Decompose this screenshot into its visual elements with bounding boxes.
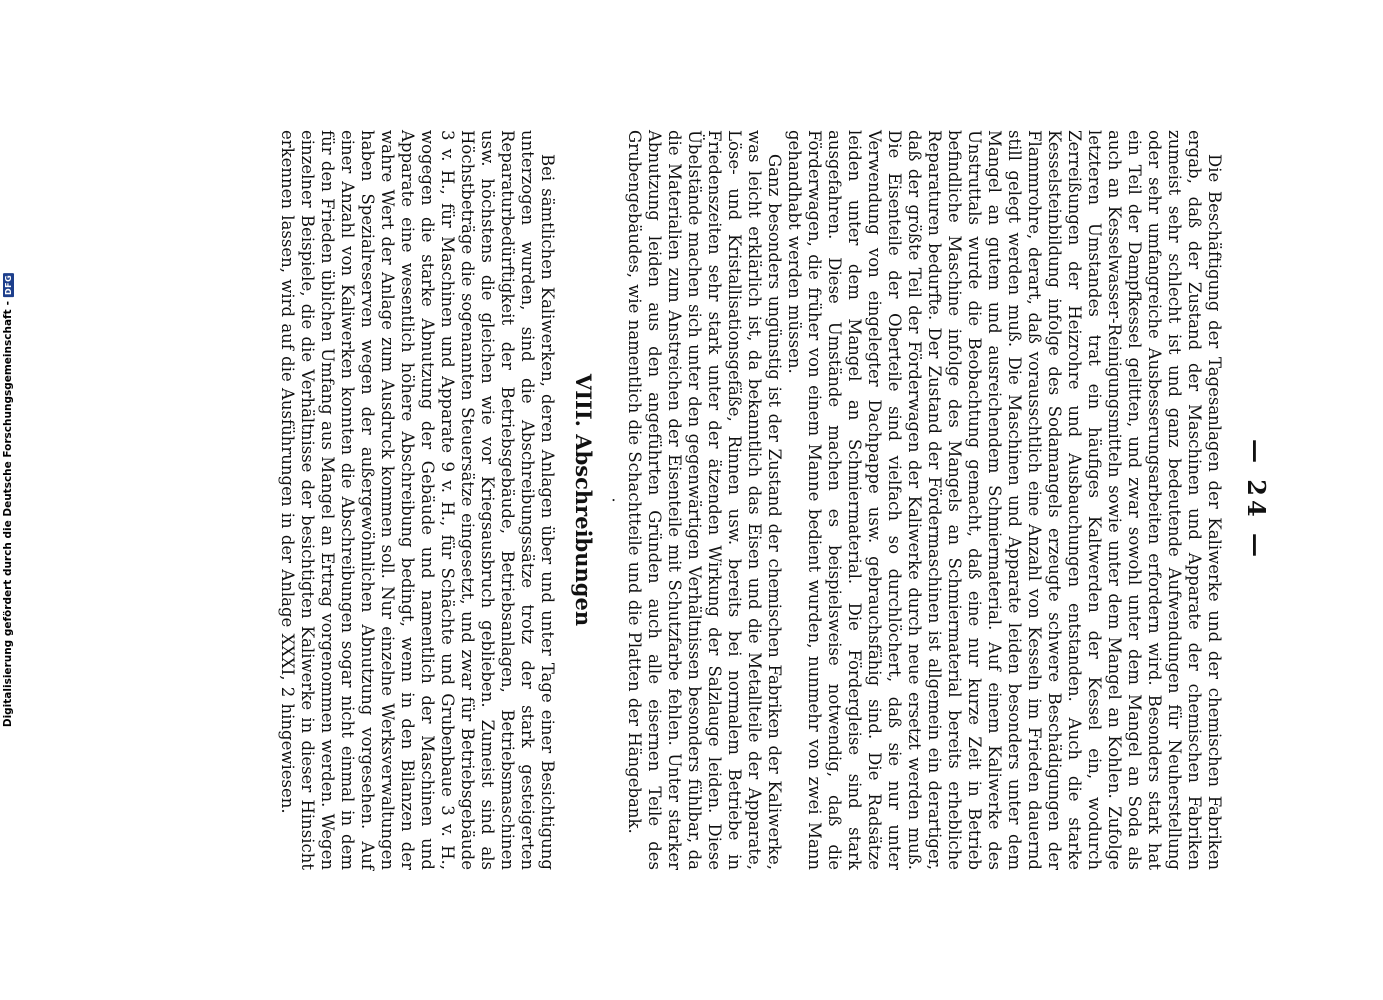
section-heading: VIII. Abschreibungen (571, 373, 596, 627)
rotated-page-content (111, 100, 1271, 900)
funding-credit-text: Digitalisierung gefördert durch die Deutsche Forschungsgemeinschaft (2, 309, 14, 728)
separator-dot: · (604, 497, 623, 503)
page-number: — 24 — (1242, 438, 1271, 562)
paragraph-condition-of-plants: Die Beschäftigung der Tagesanlagen der Kaliwerke und der chemischen Fabriken ergab, daß der Zustand der Maschinen und Apparate der chemischen Fabriken zumeist sehr schlecht ist und ganz bedeutende Aufwendungen für Neuherstellung oder sehr umfangreiche Ausbesserungsarbeiten erfordern wird. Besonders stark hat ein Teil der Dampfkessel gelitten, und zwar sowohl unter dem Mangel an Soda als auch an Kesselwasser-Reinigungsmitteln sowie unter dem Mangel an Kohlen. Zufolge letzteren Umstandes trat ein häufiges Kaltwerden der Kessel ein, wodurch Zerreißungen der Heizrohre und Ausbauchungen entstanden. Auch die starke Kesselsteinbildung infolge des Sodamangels erzeugte schwere Beschädigungen der Flammrohre, derart, daß vorausschtlich eine Anzahl von Kesseln im Frieden dauernd still gelegt werden muß. Die Maschinen und Apparate leiden besonders unter dem Mangel an gutem und ausreichendem Schmiermaterial. Auf einem Kaliwerke des Unstruttals wurde die Beobachtung gemacht, daß eine nur kurze Zeit in Betrieb befindliche Maschine infolge des Mangels an Schmiermaterial bereits erhebliche Reparaturen bedurfte. Der Zustand der Fördermaschinen ist allgemein ein derartiger, daß der größte Teil der Förderwagen der Kaliwerke durch neue ersetzt werden muß. Die Eisenteile der Oberteile sind vielfach so durchlöchert, daß sie nur unter Verwendung von eingelegter Dachpappe usw. gebrauchsfähig sind. Die Radsätze leiden unter dem Mangel an Schmiermaterial. Die Fördergleise sind stark ausgefahren. Diese Umstände machen es beispielsweise notwendig, daß die Förderwagen, die früher von einem Manne bedient wurden, nunmehr von zwei Mann gehandhabt werden müssen. (785, 130, 1224, 870)
paragraph-depreciation: Bei sämtlichen Kaliwerken, deren Anlagen über und unter Tage einer Besichtigung unterzogen wurden, sind die Abschreibungssätze trotz der stark gesteigerten Reparaturbedürftigkeit der Betriebsgebäude, Betriebsanlagen, Betriebsmaschinen usw. höchstens die gleichen wie vor Kriegsausbruch geblieben. Zumeist sind als Höchstbeträge die sogenannten Steuersätze eingesetzt, und zwar für Betriebsgebäude 3 v. H., für Maschinen und Apparate 9 v. H., für Schächte und Grubenbaue 3 v. H., wogegen die starke Abnutzung der Gebäude und namentlich der Maschinen und Apparate eine wesentlich höhere Abschreibung bedingt, wenn in den Bilanzen der wahre Wert der Anlage zum Ausdruck kommen soll. Nur einzelne Werksverwaltungen haben Spezialreserven wegen der außergewöhnlichen Abnutzung vorgesehen. Auf einer Anzahl von Kaliwerken konnten die Abschreibungen sogar nicht einmal in dem für den Frieden üblichen Umfang aus Mangel an Ertrag vorgenommen werden. Wegen einzelner Beispiele, die die Verhältnisse der besichtigten Kaliwerke in dieser Hinsicht erkennen lassen, wird auf die Ausführungen in der Anlage XXXI, 2 hingewiesen. (278, 130, 557, 870)
margin-funding-credit: Digitalisierung gefördert durch die Deutsche Forschungsgemeinschaft - DFG (2, 274, 14, 728)
dfg-logo-icon: DFG (3, 274, 13, 296)
paragraph-chemical-factories: Ganz besonders ungünstig ist der Zustand der chemischen Fabriken der Kaliwerke, was leicht erklärlich ist, da bekanntlich das Eisen und die Metallteile der Apparate, Löse- und Kristallisationsgefäße, Rinnen usw. bereits bei normalem Betriebe in Friedenszeiten sehr stark unter der ätzenden Wirkung der Salzlauge leiden. Diese Übelstände machen sich unter den gegenwärtigen Verhältnissen besonders fühlbar, da die Materialien zum Anstreichen der Eisenteile mit Schutzfarbe fehlen. Unter starker Abnutzung leiden aus den angeführten Gründen auch alle eisernen Teile des Grubengebäudes, wie namentlich die Schachtteile und die Platten der Hängebank. (625, 130, 784, 870)
